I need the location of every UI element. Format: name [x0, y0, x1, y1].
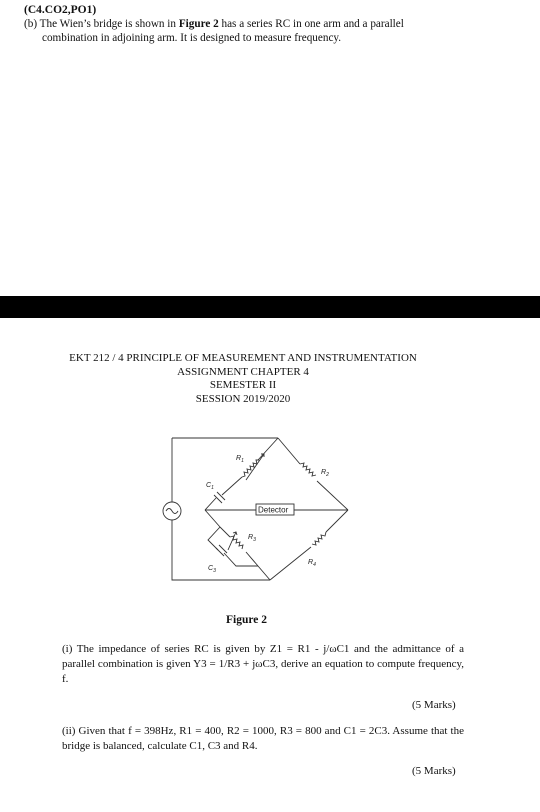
- part-ii-marks: (5 Marks): [412, 765, 456, 777]
- r4-label: $R_4$: [308, 559, 316, 568]
- r1-resistor: [242, 460, 259, 477]
- c1-label: $C_1$: [206, 482, 214, 491]
- question-b-line2: combination in adjoining arm. It is designed to measure frequency.: [42, 32, 342, 44]
- document-header: [0, 352, 486, 406]
- wien-bridge-circuit: [150, 432, 370, 587]
- page-top: [0, 0, 540, 296]
- page-separator: [0, 296, 540, 318]
- course-title: EKT 212 / 4 PRINCIPLE OF MEASUREMENT AND INSTRUMENTATION: [69, 352, 417, 364]
- part-i-text: (i) The impedance of series RC is given by Z1 = R1 - j/ωC1 and the admittance of a parallel combination is given Y3 = 1/R3 + jωC3, derive an equation to compute frequency, f.: [62, 643, 464, 685]
- question-code: (C4.CO2,PO1): [24, 4, 97, 16]
- figure-caption: Figure 2: [226, 614, 267, 626]
- r2-label: $R_2$: [321, 469, 329, 478]
- question-b-line1: (b) The Wien’s bridge is shown in: [24, 18, 179, 30]
- r3-label: $R_3$: [248, 534, 256, 543]
- part-i-marks: (5 Marks): [412, 699, 456, 711]
- session-label: SESSION 2019/2020: [195, 392, 291, 405]
- question-b-text: [24, 17, 472, 45]
- part-ii-text: (ii) Given that f = 398Hz, R1 = 400, R2 = 1000, R3 = 800 and C1 = 2C3. Assume that the bridge is balanced, calculate C1, C3 and R4.: [62, 725, 464, 752]
- r1-variable-arrow: [246, 454, 264, 480]
- r1-label: $R_1$: [236, 455, 244, 464]
- figure-reference: Figure 2: [178, 18, 219, 30]
- question-b-line1-end: has a series RC in one arm and a parallel: [218, 18, 404, 30]
- r3-variable-arrow: [228, 532, 237, 550]
- detector-label: Detector: [258, 505, 289, 515]
- left-wire-bottom: [172, 520, 212, 580]
- c3-label: $C_3$: [208, 565, 216, 574]
- semester-label: SEMESTER II: [209, 379, 277, 391]
- r4-resistor: [312, 532, 326, 545]
- r2-resistor: [300, 463, 316, 476]
- r3-resistor: [230, 536, 243, 549]
- assignment-title: ASSIGNMENT CHAPTER 4: [177, 365, 309, 378]
